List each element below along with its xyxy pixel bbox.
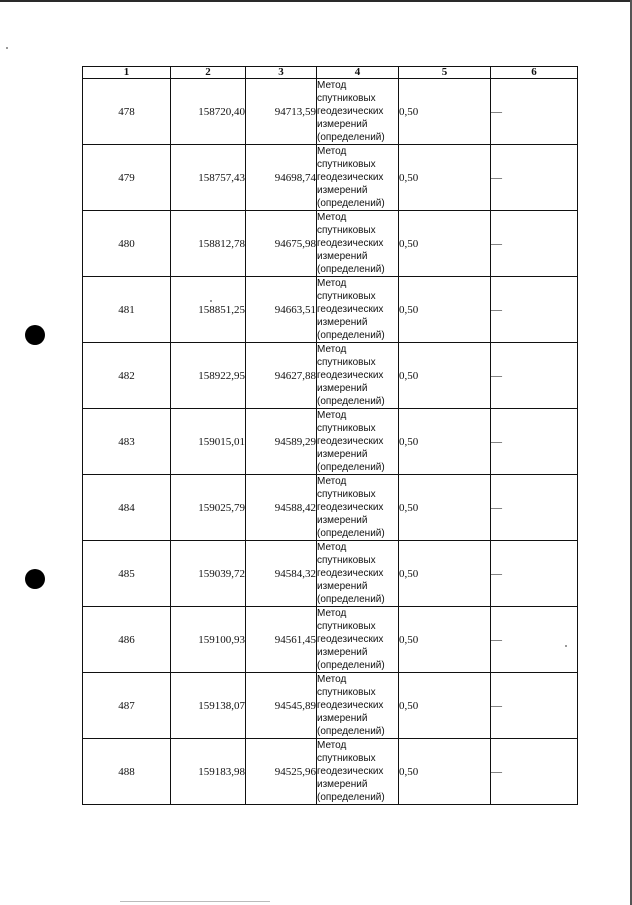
method-line: Метод xyxy=(317,278,347,289)
note-cell xyxy=(491,343,578,409)
method-line: (определений) xyxy=(317,726,385,737)
note-cell xyxy=(491,739,578,805)
point-number-cell: 478 xyxy=(83,79,171,145)
column-header-2: 2 xyxy=(171,67,246,79)
x-coordinate-cell: 159183,98 xyxy=(171,739,246,805)
x-coordinate-cell: 159100,93 xyxy=(171,607,246,673)
y-coordinate-cell: 94561,45 xyxy=(246,607,317,673)
point-number-cell: 483 xyxy=(83,409,171,475)
method-line: геодезических xyxy=(317,238,384,249)
accuracy-cell: 0,50 xyxy=(399,475,491,541)
note-cell xyxy=(491,277,578,343)
method-cell xyxy=(317,343,399,409)
note-dash: — xyxy=(491,633,502,646)
method-line: геодезических xyxy=(317,304,384,315)
method-line: спутниковых xyxy=(317,291,376,302)
point-number-cell: 486 xyxy=(83,607,171,673)
column-header-5: 5 xyxy=(399,67,491,79)
page-top-edge xyxy=(0,0,632,2)
method-line: спутниковых xyxy=(317,93,376,104)
column-header-1: 1 xyxy=(83,67,171,79)
note-cell xyxy=(491,673,578,739)
method-line: Метод xyxy=(317,476,347,487)
method-line: спутниковых xyxy=(317,621,376,632)
note-cell xyxy=(491,475,578,541)
method-line: измерений xyxy=(317,647,368,658)
column-header-3: 3 xyxy=(246,67,317,79)
note-cell xyxy=(491,409,578,475)
point-number-cell: 480 xyxy=(83,211,171,277)
method-cell xyxy=(317,79,399,145)
note-cell xyxy=(491,211,578,277)
note-dash: — xyxy=(491,237,502,250)
scan-bottom-line xyxy=(120,901,270,902)
punch-hole-upper xyxy=(25,325,45,345)
table-row xyxy=(83,145,578,211)
accuracy-cell: 0,50 xyxy=(399,211,491,277)
method-line: измерений xyxy=(317,119,368,130)
y-coordinate-cell: 94525,96 xyxy=(246,739,317,805)
table-row xyxy=(83,409,578,475)
method-cell xyxy=(317,145,399,211)
method-line: Метод xyxy=(317,608,347,619)
method-line: спутниковых xyxy=(317,555,376,566)
note-dash: — xyxy=(491,303,502,316)
method-line: геодезических xyxy=(317,634,384,645)
coordinates-table xyxy=(82,66,578,805)
y-coordinate-cell: 94698,74 xyxy=(246,145,317,211)
method-line: измерений xyxy=(317,317,368,328)
y-coordinate-cell: 94713,59 xyxy=(246,79,317,145)
method-line: Метод xyxy=(317,146,347,157)
y-coordinate-cell: 94675,98 xyxy=(246,211,317,277)
method-line: геодезических xyxy=(317,370,384,381)
point-number-cell: 485 xyxy=(83,541,171,607)
method-line: спутниковых xyxy=(317,357,376,368)
accuracy-cell: 0,50 xyxy=(399,541,491,607)
accuracy-cell: 0,50 xyxy=(399,739,491,805)
method-line: измерений xyxy=(317,713,368,724)
table-row xyxy=(83,673,578,739)
accuracy-cell: 0,50 xyxy=(399,277,491,343)
table-body xyxy=(83,79,578,805)
table-row xyxy=(83,277,578,343)
method-cell xyxy=(317,739,399,805)
method-line: (определений) xyxy=(317,198,385,209)
method-line: измерений xyxy=(317,581,368,592)
method-line: геодезических xyxy=(317,436,384,447)
note-dash: — xyxy=(491,567,502,580)
method-line: (определений) xyxy=(317,594,385,605)
method-line: измерений xyxy=(317,383,368,394)
note-cell xyxy=(491,145,578,211)
method-line: Метод xyxy=(317,212,347,223)
method-line: геодезических xyxy=(317,106,384,117)
method-line: геодезических xyxy=(317,172,384,183)
point-number-cell: 482 xyxy=(83,343,171,409)
table-row xyxy=(83,541,578,607)
note-cell xyxy=(491,541,578,607)
x-coordinate-cell: 158812,78 xyxy=(171,211,246,277)
method-line: измерений xyxy=(317,251,368,262)
method-line: Метод xyxy=(317,674,347,685)
point-number-cell: 481 xyxy=(83,277,171,343)
method-line: измерений xyxy=(317,779,368,790)
scan-speck xyxy=(6,47,8,49)
table-row xyxy=(83,475,578,541)
y-coordinate-cell: 94545,89 xyxy=(246,673,317,739)
method-line: геодезических xyxy=(317,502,384,513)
method-line: измерений xyxy=(317,515,368,526)
note-cell xyxy=(491,607,578,673)
method-cell xyxy=(317,607,399,673)
table-row xyxy=(83,343,578,409)
punch-hole-lower xyxy=(25,569,45,589)
method-cell xyxy=(317,409,399,475)
method-line: (определений) xyxy=(317,264,385,275)
method-line: Метод xyxy=(317,542,347,553)
note-dash: — xyxy=(491,501,502,514)
method-cell xyxy=(317,277,399,343)
x-coordinate-cell: 158922,95 xyxy=(171,343,246,409)
table-row xyxy=(83,607,578,673)
note-dash: — xyxy=(491,699,502,712)
note-dash: — xyxy=(491,435,502,448)
method-line: геодезических xyxy=(317,766,384,777)
column-header-6: 6 xyxy=(491,67,578,79)
method-line: (определений) xyxy=(317,396,385,407)
method-line: спутниковых xyxy=(317,489,376,500)
x-coordinate-cell: 159025,79 xyxy=(171,475,246,541)
table-header-row xyxy=(83,67,578,79)
accuracy-cell: 0,50 xyxy=(399,607,491,673)
x-coordinate-cell: 158757,43 xyxy=(171,145,246,211)
method-line: (определений) xyxy=(317,792,385,803)
point-number-cell: 488 xyxy=(83,739,171,805)
point-number-cell: 479 xyxy=(83,145,171,211)
method-line: спутниковых xyxy=(317,225,376,236)
note-dash: — xyxy=(491,105,502,118)
point-number-cell: 484 xyxy=(83,475,171,541)
point-number-cell: 487 xyxy=(83,673,171,739)
accuracy-cell: 0,50 xyxy=(399,145,491,211)
method-cell xyxy=(317,475,399,541)
method-cell xyxy=(317,673,399,739)
y-coordinate-cell: 94589,29 xyxy=(246,409,317,475)
y-coordinate-cell: 94663,51 xyxy=(246,277,317,343)
method-line: спутниковых xyxy=(317,159,376,170)
y-coordinate-cell: 94627,88 xyxy=(246,343,317,409)
x-coordinate-cell: 159138,07 xyxy=(171,673,246,739)
method-line: спутниковых xyxy=(317,423,376,434)
method-line: геодезических xyxy=(317,568,384,579)
accuracy-cell: 0,50 xyxy=(399,343,491,409)
table-row xyxy=(83,79,578,145)
method-line: (определений) xyxy=(317,132,385,143)
method-line: (определений) xyxy=(317,528,385,539)
method-line: (определений) xyxy=(317,462,385,473)
method-line: Метод xyxy=(317,80,347,91)
method-line: спутниковых xyxy=(317,687,376,698)
x-coordinate-cell: 159039,72 xyxy=(171,541,246,607)
accuracy-cell: 0,50 xyxy=(399,79,491,145)
x-coordinate-cell: 159015,01 xyxy=(171,409,246,475)
method-cell xyxy=(317,211,399,277)
y-coordinate-cell: 94588,42 xyxy=(246,475,317,541)
y-coordinate-cell: 94584,32 xyxy=(246,541,317,607)
x-coordinate-cell: 158851,25 xyxy=(171,277,246,343)
accuracy-cell: 0,50 xyxy=(399,409,491,475)
accuracy-cell: 0,50 xyxy=(399,673,491,739)
method-line: Метод xyxy=(317,344,347,355)
method-line: спутниковых xyxy=(317,753,376,764)
note-cell xyxy=(491,79,578,145)
method-cell xyxy=(317,541,399,607)
method-line: (определений) xyxy=(317,330,385,341)
note-dash: — xyxy=(491,765,502,778)
table-row xyxy=(83,211,578,277)
note-dash: — xyxy=(491,369,502,382)
method-line: Метод xyxy=(317,740,347,751)
method-line: геодезических xyxy=(317,700,384,711)
method-line: (определений) xyxy=(317,660,385,671)
column-header-4: 4 xyxy=(317,67,399,79)
method-line: Метод xyxy=(317,410,347,421)
table-row xyxy=(83,739,578,805)
x-coordinate-cell: 158720,40 xyxy=(171,79,246,145)
note-dash: — xyxy=(491,171,502,184)
method-line: измерений xyxy=(317,185,368,196)
method-line: измерений xyxy=(317,449,368,460)
